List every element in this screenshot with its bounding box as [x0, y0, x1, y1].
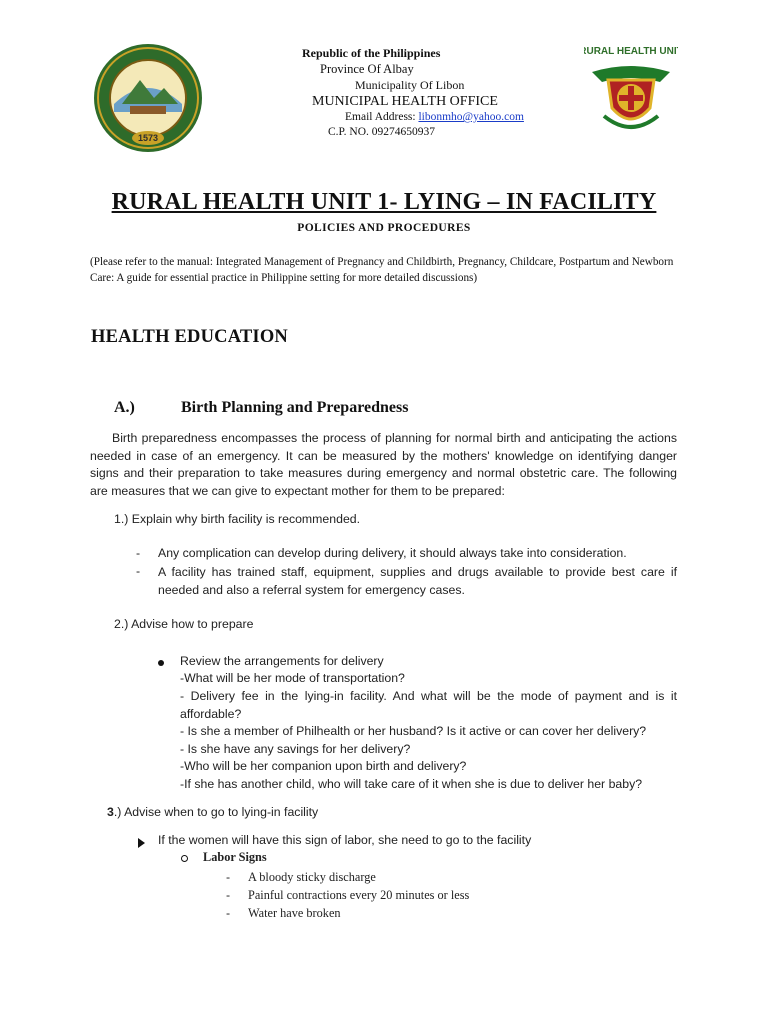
item-2-line-2: - Delivery fee in the lying-in facility. And what will be the mode of payment and is it affordable?: [180, 689, 677, 721]
labor-signs-title: Labor Signs: [203, 850, 267, 864]
section-a-title: Birth Planning and Preparedness: [181, 399, 409, 416]
document-subtitle: POLICIES AND PROCEDURES: [297, 222, 471, 234]
item-2-bullet-title: Review the arrangements for delivery: [180, 654, 384, 668]
item-2-label: 2.) Advise how to prepare: [114, 617, 254, 631]
dash-marker: -: [226, 888, 231, 902]
item-2-line-1: -What will be her mode of transportation?: [180, 671, 405, 685]
section-a-letter: A.): [114, 399, 135, 416]
item-1-point-2: A facility has trained staff, equipment, supplies and drugs available to provide best care if needed and also a referral system for emergency cases.: [158, 565, 677, 597]
office-name: MUNICIPAL HEALTH OFFICE: [312, 94, 498, 109]
document-title: RURAL HEALTH UNIT 1- LYING – IN FACILITY: [111, 189, 657, 215]
section-a-paragraph: Birth preparedness encompasses the process of planning for normal birth and anticipating the actions needed in case of an emergency. It can be measured by the mothers' knowledge on identifying danger signs and their preparation to take measures during emergency and normal obstetric care. The following are measures that we can give to expectant mother for them to be prepared:: [90, 431, 677, 498]
svg-text:1573: 1573: [137, 133, 159, 143]
dash-marker: -: [226, 870, 231, 884]
dash-marker: -: [226, 906, 231, 920]
item-1-point-1: Any complication can develop during delivery, it should always take into consideration.: [158, 546, 627, 560]
manual-reference-note: (Please refer to the manual: Integrated Management of Pregnancy and Childbirth, Pregnancy, Childcare, Postpartum and Newborn Care: A guide for essential practice in Philippine setting for more detailed discussions): [90, 256, 674, 284]
municipality-label: Municipality Of Libon: [355, 78, 465, 92]
dash-marker: -: [136, 546, 141, 560]
item-2-line-5: -Who will be her companion upon birth and delivery?: [180, 759, 467, 773]
section-heading: HEALTH EDUCATION: [91, 327, 288, 347]
item-1-label: 1.) Explain why birth facility is recommended.: [114, 512, 361, 526]
arrow-bullet-icon: [138, 838, 145, 848]
dash-marker: -: [136, 564, 141, 578]
email-link[interactable]: libonmho@yahoo.com: [418, 111, 524, 123]
contact-number: C.P. NO. 09274650937: [328, 126, 436, 138]
labor-sign-3: Water have broken: [248, 906, 341, 920]
rural-health-unit-logo: [584, 42, 678, 142]
email-label: Email Address:: [345, 111, 419, 123]
republic-label: Republic of the Philippines: [302, 46, 441, 60]
labor-sign-1: A bloody sticky discharge: [248, 870, 376, 884]
labor-sign-2: Painful contractions every 20 minutes or less: [248, 888, 470, 902]
circle-bullet-icon: [181, 855, 188, 862]
item-3-number: 3: [107, 805, 114, 819]
item-2-line-4: - Is she have any savings for her delivery?: [180, 742, 411, 756]
item-3-label: [107, 805, 318, 819]
email-line: [345, 111, 524, 123]
item-2-line-3: - Is she a member of Philhealth or her husband? Is it active or can cover her delivery?: [180, 724, 647, 738]
item-3-label-text: .) Advise when to go to lying-in facility: [113, 805, 319, 819]
item-3-arrow-text: If the women will have this sign of labor, she need to go to the facility: [158, 833, 532, 847]
bullet-icon: [158, 660, 164, 666]
item-2-line-6: -If she has another child, who will take care of it when she is due to deliver her baby?: [180, 777, 643, 791]
province-label: Province Of Albay: [320, 62, 414, 76]
municipal-seal-logo: [92, 42, 204, 154]
svg-text:RURAL HEALTH UNIT: RURAL HEALTH UNIT: [584, 46, 678, 57]
